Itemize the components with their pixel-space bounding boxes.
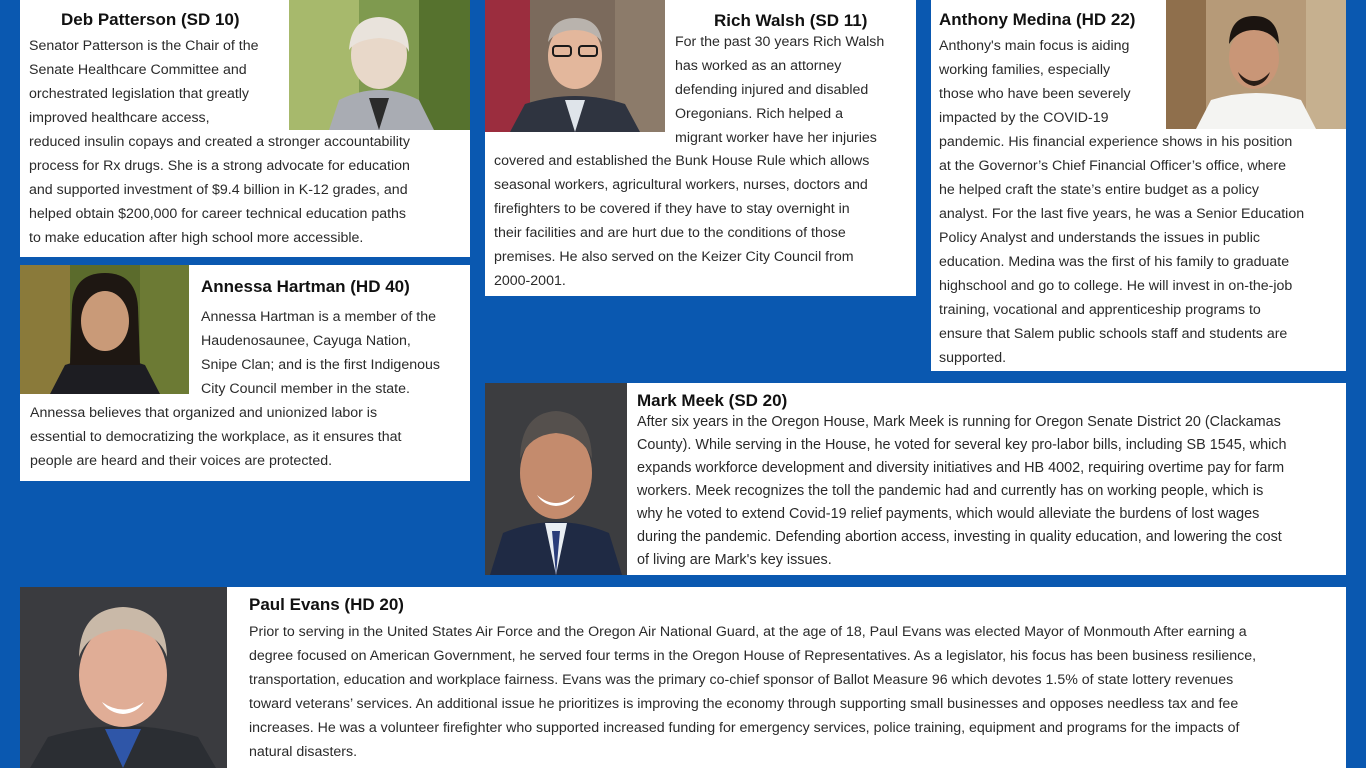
candidate-card-rich-walsh [485,0,916,296]
candidate-name: Annessa Hartman (HD 40) [201,277,410,296]
bio-text-bottom: pandemic. His financial experience shows in his position at the Governor’s Chief Financial Officer’s office, where he helped craft the state’s entire budget as a policy analyst. For the last five years, he was a Senior Education Policy Analyst and understands the issues in public education. Medina was the first of his family to graduate highschool and go to college. He will invest in on-the-job training, vocational and apprenticeship programs to ensure that Salem public schools staff and students are supported. [939,134,1305,366]
candidate-card-mark-meek [485,383,1346,575]
bio-text-bottom: covered and established the Bunk House Rule which allows seasonal workers, agricultural workers, nurses, doctors and firefighters to be covered if they have to stay overnight in their facilities and are hurt due to the conditions of those premises. He also served on the Keizer City Council from 2000-2001. [494,153,870,289]
portrait-photo [20,587,227,768]
portrait-photo [485,0,665,132]
candidate-card-paul-evans [20,587,1346,768]
bio-text-top: Annessa Hartman is a member of the Haudenosaunee, Cayuga Nation, Snipe Clan; and is the first Indigenous City Council member in the state. [201,309,440,397]
bio-text-bottom: reduced insulin copays and created a stronger accountability process for Rx drugs. She is a strong advocate for education and supported investment of $9.4 billion in K-12 grades, and helped obtain $200,000 for career technical education paths to make education after high school more accessible. [29,134,410,246]
candidate-name: Anthony Medina (HD 22) [939,10,1136,29]
bio-text: Prior to serving in the United States Air Force and the Oregon Air National Guard, at the age of 18, Paul Evans was elected Mayor of Monmouth After earning a degree focused on American Government, he served four terms in the Oregon House of Representatives. As a legislator, his focus has been business resilience, transportation, education and workplace fairness. Evans was the primary co-chief sponsor of Ballot Measure 96 which devotes 1.5% of state lottery revenues toward veterans’ services. An additional issue he prioritizes is improving the economy through supporting small businesses and opposes needless tax and fee increases. He was a volunteer firefighter who supported increased funding for emergency services, police training, equipment and programs for the impacts of natural disasters. [249,624,1257,760]
candidate-card-deb-patterson [20,0,470,257]
bio-text: After six years in the Oregon House, Mark Meek is running for Oregon Senate District 20 (Clackamas County). While serving in the House, he voted for several key pro-labor bills, including SB 1545, which expands workforce development and diversity initiatives and HB 4002, requiring overtime pay for farm workers. Meek recognizes the toll the pandemic had and currently has on working people, which is why he voted to extend Covid-19 relief payments, which would alleviate the burdens of lost wages during the pandemic. Defending abortion access, investing in quality education, and lowering the cost of living are Mark's key issues. [637,414,1287,568]
portrait-photo [289,0,470,130]
candidate-name: Paul Evans (HD 20) [249,595,404,614]
candidate-name: Rich Walsh (SD 11) [714,11,868,30]
bio-text-bottom: Annessa believes that organized and unionized labor is essential to democratizing the workplace, as it ensures that people are heard and their voices are protected. [30,405,402,469]
candidate-name: Deb Patterson (SD 10) [61,10,240,29]
bio-text-top: Senator Patterson is the Chair of the Senate Healthcare Committee and orchestrated legislation that greatly improved healthcare access, [29,38,259,126]
bio-text-top: Anthony's main focus is aiding working families, especially those who have been severely impacted by the COVID-19 [939,38,1131,126]
portrait-photo [1166,0,1346,129]
portrait-photo [20,265,189,394]
candidate-card-anthony-medina [931,0,1346,371]
candidate-name: Mark Meek (SD 20) [637,391,788,410]
portrait-photo [485,383,627,575]
bio-text-top: For the past 30 years Rich Walsh has worked as an attorney defending injured and disabled Oregonians. Rich helped a migrant worker have her injuries [675,34,885,146]
candidate-card-annessa-hartman [20,265,470,481]
